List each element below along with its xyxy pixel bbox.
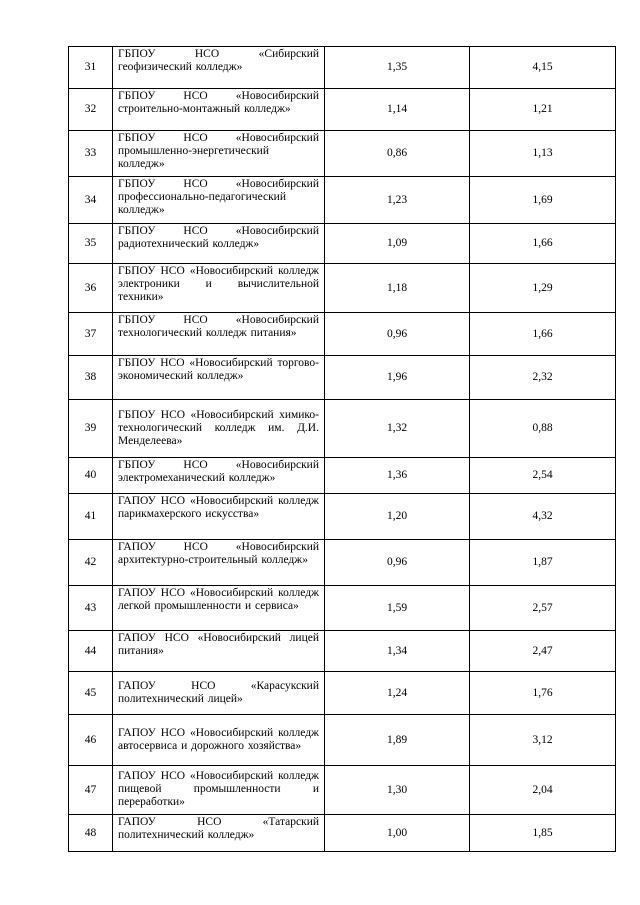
college-name: ГБПОУ НСО «Сибирский геофизический колледж» [113, 47, 325, 89]
college-name: ГБПОУ НСО «Новосибирский радиотехнический колледж» [113, 224, 325, 264]
row-number: 44 [69, 631, 113, 672]
value-2: 1,87 [470, 540, 616, 586]
value-1: 1,59 [325, 586, 470, 631]
row-number: 39 [69, 400, 113, 458]
value-1: 1,30 [325, 766, 470, 815]
college-name: ГБПОУ НСО «Новосибирский торгово-экономический колледж» [113, 356, 325, 400]
value-1: 1,00 [325, 815, 470, 852]
row-number: 35 [69, 224, 113, 264]
college-name: ГБПОУ НСО «Новосибирский профессионально-педагогический колледж» [113, 177, 325, 224]
row-number: 40 [69, 458, 113, 494]
table-row [69, 224, 616, 264]
college-name: ГАПОУ НСО «Татарский политехнический колледж» [113, 815, 325, 852]
value-1: 1,18 [325, 264, 470, 313]
value-2: 2,04 [470, 766, 616, 815]
value-1: 1,09 [325, 224, 470, 264]
value-2: 1,29 [470, 264, 616, 313]
value-1: 1,89 [325, 715, 470, 766]
value-1: 1,32 [325, 400, 470, 458]
value-1: 1,14 [325, 89, 470, 131]
table-row [69, 177, 616, 224]
table-row [69, 356, 616, 400]
row-number: 42 [69, 540, 113, 586]
table-row [69, 494, 616, 540]
row-number: 41 [69, 494, 113, 540]
table-row [69, 631, 616, 672]
table-row [69, 672, 616, 715]
colleges-table [68, 46, 616, 852]
row-number: 45 [69, 672, 113, 715]
row-number: 37 [69, 313, 113, 356]
table-row [69, 313, 616, 356]
value-1: 1,36 [325, 458, 470, 494]
college-name: ГАПОУ НСО «Новосибирский лицей питания» [113, 631, 325, 672]
table-row [69, 89, 616, 131]
college-name: ГАПОУ НСО «Новосибирский архитектурно-строительный колледж» [113, 540, 325, 586]
value-1: 1,96 [325, 356, 470, 400]
college-name: ГБПОУ НСО «Новосибирский электромеханический колледж» [113, 458, 325, 494]
value-2: 1,76 [470, 672, 616, 715]
college-name: ГБПОУ НСО «Новосибирский строительно-монтажный колледж» [113, 89, 325, 131]
value-1: 1,23 [325, 177, 470, 224]
table-row [69, 131, 616, 177]
table-row [69, 540, 616, 586]
value-1: 1,35 [325, 47, 470, 89]
value-2: 3,12 [470, 715, 616, 766]
value-2: 4,32 [470, 494, 616, 540]
row-number: 34 [69, 177, 113, 224]
row-number: 43 [69, 586, 113, 631]
value-2: 2,32 [470, 356, 616, 400]
row-number: 33 [69, 131, 113, 177]
table-row [69, 586, 616, 631]
value-1: 0,96 [325, 540, 470, 586]
value-2: 0,88 [470, 400, 616, 458]
college-name: ГАПОУ НСО «Новосибирский колледж автосервиса и дорожного хозяйства» [113, 715, 325, 766]
college-name: ГАПОУ НСО «Новосибирский колледж пищевой промышленности и переработки» [113, 766, 325, 815]
value-1: 1,34 [325, 631, 470, 672]
value-2: 1,13 [470, 131, 616, 177]
row-number: 47 [69, 766, 113, 815]
college-name: ГАПОУ НСО «Карасукский политехнический лицей» [113, 672, 325, 715]
value-2: 2,54 [470, 458, 616, 494]
row-number: 36 [69, 264, 113, 313]
row-number: 46 [69, 715, 113, 766]
value-2: 2,47 [470, 631, 616, 672]
row-number: 38 [69, 356, 113, 400]
value-1: 1,24 [325, 672, 470, 715]
table-row [69, 400, 616, 458]
college-name: ГБПОУ НСО «Новосибирский колледж электроники и вычислительной техники» [113, 264, 325, 313]
value-2: 2,57 [470, 586, 616, 631]
table-row [69, 47, 616, 89]
value-2: 1,66 [470, 224, 616, 264]
row-number: 48 [69, 815, 113, 852]
table-row [69, 264, 616, 313]
row-number: 32 [69, 89, 113, 131]
table-row [69, 715, 616, 766]
value-2: 4,15 [470, 47, 616, 89]
value-2: 1,66 [470, 313, 616, 356]
value-1: 1,20 [325, 494, 470, 540]
college-name: ГБПОУ НСО «Новосибирский технологический колледж питания» [113, 313, 325, 356]
college-name: ГБПОУ НСО «Новосибирский химико-технологический колледж им. Д.И. Менделеева» [113, 400, 325, 458]
table-row [69, 815, 616, 852]
college-name: ГАПОУ НСО «Новосибирский колледж легкой промышленности и сервиса» [113, 586, 325, 631]
table-row [69, 766, 616, 815]
college-name: ГАПОУ НСО «Новосибирский колледж парикмахерского искусства» [113, 494, 325, 540]
value-1: 0,96 [325, 313, 470, 356]
table-row [69, 458, 616, 494]
value-2: 1,85 [470, 815, 616, 852]
value-2: 1,21 [470, 89, 616, 131]
college-name: ГБПОУ НСО «Новосибирский промышленно-энергетический колледж» [113, 131, 325, 177]
value-1: 0,86 [325, 131, 470, 177]
value-2: 1,69 [470, 177, 616, 224]
row-number: 31 [69, 47, 113, 89]
